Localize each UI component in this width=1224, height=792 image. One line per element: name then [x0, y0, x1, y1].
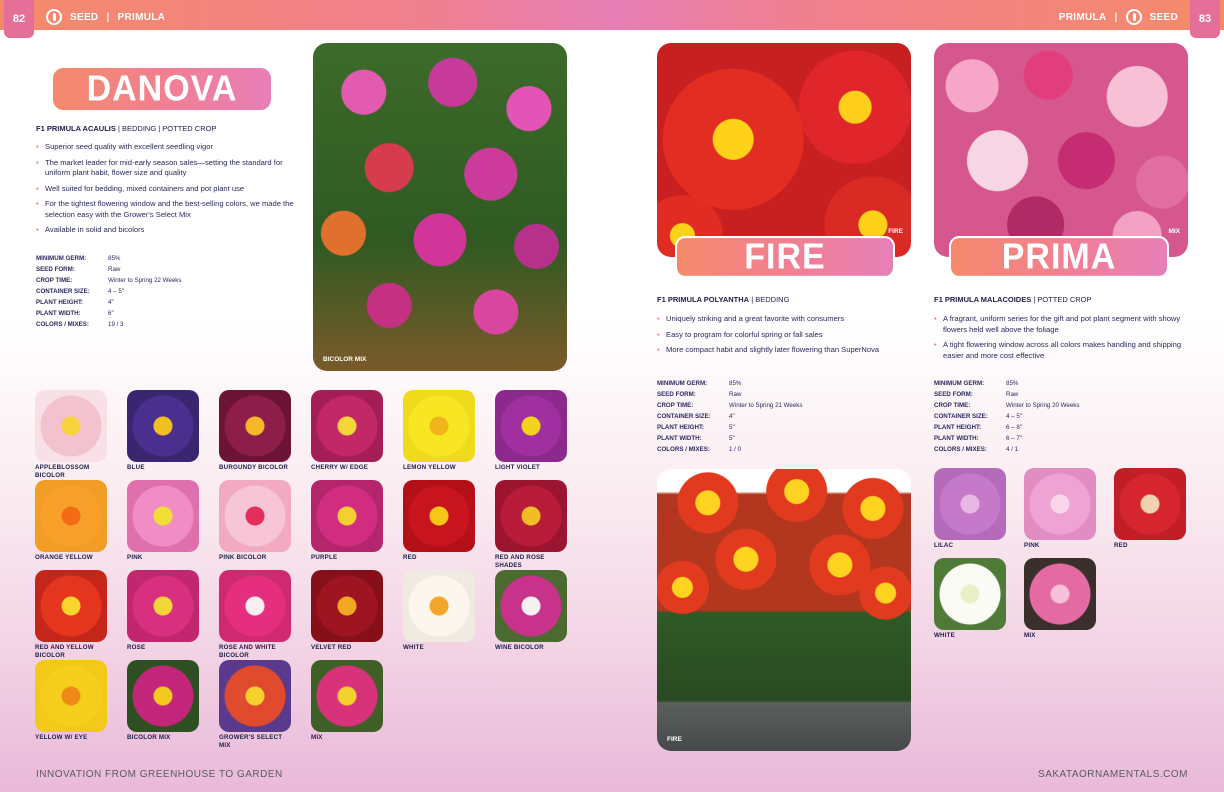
fire-spec-row	[657, 400, 802, 411]
fire-bullet: • Uniquely striking and a great favorite with consumers	[657, 314, 901, 325]
swatch-label: ORANGE YELLOW	[35, 554, 93, 561]
swatch-label: APPLEBLOSSOM BICOLOR	[35, 464, 90, 479]
spec-label: SEED FORM:	[657, 391, 696, 398]
spec-value: 4"	[729, 413, 735, 420]
swatch-flower-image	[1024, 558, 1096, 630]
swatch-flower-image	[219, 570, 291, 642]
spec-value: Winter to Spring 20 Weeks	[1006, 402, 1080, 409]
swatch-flower-image	[403, 570, 475, 642]
prima-subtitle	[934, 295, 1092, 304]
prima-spec-row	[934, 444, 1079, 455]
spec-value: 1 / 0	[729, 446, 742, 453]
color-swatch	[934, 558, 1006, 640]
swatch-label: MIX	[1024, 632, 1036, 639]
swatch-flower-image	[127, 660, 199, 732]
color-swatch	[127, 390, 199, 472]
swatch-flower-image	[219, 390, 291, 462]
spec-label: PLANT HEIGHT:	[657, 424, 705, 431]
danova-bullet: • Superior seed quality with excellent seedling vigor	[36, 142, 298, 153]
swatch-flower-image	[495, 390, 567, 462]
prima-subtitle-bold: F1 PRIMULA MALACOIDES	[934, 295, 1032, 304]
spec-value: 6"	[108, 310, 114, 317]
swatch-label: LIGHT VIOLET	[495, 464, 541, 471]
color-swatch	[127, 570, 199, 652]
color-swatch	[311, 660, 383, 742]
swatch-label: RED AND ROSE SHADES	[495, 554, 545, 569]
swatch-flower-image	[1114, 468, 1186, 540]
danova-bullet: • Well suited for bedding, mixed containers and pot plant use	[36, 184, 298, 195]
spec-label: SEED FORM:	[934, 391, 973, 398]
swatch-label: PURPLE	[311, 554, 338, 561]
spec-value: Raw	[108, 266, 121, 273]
swatch-label: BICOLOR MIX	[127, 734, 171, 741]
danova-title: DANOVA	[53, 68, 271, 110]
swatch-label: WINE BICOLOR	[495, 644, 544, 651]
fire-subtitle-bold: F1 PRIMULA POLYANTHA	[657, 295, 750, 304]
spec-value: 6 – 7"	[1006, 435, 1022, 442]
swatch-label: CHERRY W/ EDGE	[311, 464, 369, 471]
swatch-label: GROWER'S SELECT MIX	[219, 734, 283, 749]
color-swatch	[219, 480, 291, 562]
color-swatch	[127, 660, 199, 742]
color-swatch	[403, 480, 475, 562]
header-left	[46, 9, 165, 25]
spec-value: 4 – 5"	[108, 288, 124, 295]
prima-spec-row	[934, 400, 1079, 411]
color-swatch	[219, 660, 291, 749]
spec-value: 4 – 5"	[1006, 413, 1022, 420]
fire-photo-top	[657, 43, 911, 257]
spec-value: Raw	[729, 391, 742, 398]
color-swatch	[311, 480, 383, 562]
danova-subtitle-rest: | BEDDING | POTTED CROP	[115, 124, 217, 133]
fire-spec-row	[657, 378, 802, 389]
swatch-label: LEMON YELLOW	[403, 464, 456, 471]
spec-label: PLANT WIDTH:	[36, 310, 81, 317]
spec-value: 5"	[729, 424, 735, 431]
swatch-label: PINK	[127, 554, 143, 561]
swatch-label: PINK	[1024, 542, 1040, 549]
header-right	[1059, 9, 1178, 25]
danova-spec-row	[36, 264, 181, 275]
color-swatch	[1114, 468, 1186, 550]
prima-spec-row	[934, 422, 1079, 433]
fire-spec-row	[657, 389, 802, 400]
danova-photo	[313, 43, 567, 371]
color-swatch	[35, 390, 107, 479]
swatch-label: LILAC	[934, 542, 954, 549]
spec-value: 85%	[1006, 380, 1019, 387]
swatch-flower-image	[35, 660, 107, 732]
page-number-left: 82	[4, 0, 34, 38]
color-swatch	[495, 480, 567, 569]
color-swatch	[219, 390, 291, 472]
swatch-flower-image	[219, 660, 291, 732]
color-swatch	[403, 390, 475, 472]
spec-value: 19 / 3	[108, 321, 124, 328]
spec-value: 5"	[729, 435, 735, 442]
spec-label: COLORS / MIXES:	[934, 446, 987, 453]
swatch-flower-image	[127, 390, 199, 462]
swatch-flower-image	[311, 660, 383, 732]
swatch-flower-image	[495, 570, 567, 642]
spec-label: PLANT WIDTH:	[934, 435, 979, 442]
fire-bullets	[657, 314, 901, 361]
fire-bullet: • Easy to program for colorful spring or fall sales	[657, 330, 901, 341]
swatch-flower-image	[934, 558, 1006, 630]
spec-value: 85%	[729, 380, 742, 387]
spec-label: CONTAINER SIZE:	[657, 413, 711, 420]
spec-value: Raw	[1006, 391, 1019, 398]
seed-icon	[1126, 9, 1142, 25]
swatch-label: WHITE	[403, 644, 424, 651]
fire-spec-row	[657, 433, 802, 444]
spec-value: 6 – 8"	[1006, 424, 1022, 431]
swatch-flower-image	[311, 480, 383, 552]
fire-specs	[657, 378, 802, 455]
danova-specs	[36, 253, 181, 330]
prima-bullets	[934, 314, 1196, 366]
header-separator: |	[1114, 11, 1118, 23]
swatch-flower-image	[127, 480, 199, 552]
fire-spec-row	[657, 422, 802, 433]
swatch-label: RED AND YELLOW BICOLOR	[35, 644, 94, 659]
spec-value: Winter to Spring 21 Weeks	[729, 402, 803, 409]
spec-label: PLANT WIDTH:	[657, 435, 702, 442]
header-section: SEED	[1149, 11, 1178, 23]
color-swatch	[495, 390, 567, 472]
prima-bullet: • A fragrant, uniform series for the gift and pot plant segment with showy flowers held well above the foliage	[934, 314, 1196, 335]
swatch-flower-image	[934, 468, 1006, 540]
spec-label: SEED FORM:	[36, 266, 75, 273]
swatch-flower-image	[403, 390, 475, 462]
danova-subtitle-bold: F1 PRIMULA ACAULIS	[36, 124, 116, 133]
fire-photo-large	[657, 469, 911, 751]
spec-label: CROP TIME:	[657, 402, 694, 409]
swatch-label: YELLOW W/ EYE	[35, 734, 88, 741]
danova-bullet: • For the tightest flowering window and the best-selling colors, we made the selection easy with the Grower's Select Mix	[36, 199, 298, 220]
fire-spec-row	[657, 411, 802, 422]
color-swatch	[35, 570, 107, 659]
footer-website[interactable]: SAKATAORNAMENTALS.COM	[1038, 769, 1188, 780]
color-swatch	[35, 660, 107, 742]
swatch-label: BLUE	[127, 464, 145, 471]
swatch-label: WHITE	[934, 632, 955, 639]
fire-title: FIRE	[675, 236, 895, 278]
danova-spec-row	[36, 319, 181, 330]
danova-bullet: • Available in solid and bicolors	[36, 225, 298, 236]
fire-spec-row	[657, 444, 802, 455]
footer-tagline: INNOVATION FROM GREENHOUSE TO GARDEN	[36, 769, 283, 780]
swatch-label: RED	[403, 554, 417, 561]
color-swatch	[219, 570, 291, 659]
spec-label: CROP TIME:	[36, 277, 73, 284]
prima-photo-caption: MIX	[1168, 228, 1180, 235]
prima-photo-top	[934, 43, 1188, 257]
color-swatch	[495, 570, 567, 652]
seed-icon	[46, 9, 62, 25]
swatch-flower-image	[311, 390, 383, 462]
color-swatch	[403, 570, 475, 652]
color-swatch	[311, 390, 383, 472]
header-section: SEED	[70, 11, 99, 23]
swatch-label: ROSE	[127, 644, 146, 651]
swatch-flower-image	[495, 480, 567, 552]
prima-title: PRIMA	[949, 236, 1169, 278]
page-number-right: 83	[1190, 0, 1220, 38]
fire-photo-large-caption: FIRE	[667, 736, 682, 743]
prima-spec-row	[934, 378, 1079, 389]
danova-spec-row	[36, 275, 181, 286]
swatch-flower-image	[35, 570, 107, 642]
danova-subtitle	[36, 124, 216, 133]
swatch-label: RED	[1114, 542, 1128, 549]
prima-subtitle-rest: | POTTED CROP	[1031, 295, 1092, 304]
swatch-flower-image	[1024, 468, 1096, 540]
swatch-label: MIX	[311, 734, 323, 741]
spec-value: Winter to Spring 22 Weeks	[108, 277, 182, 284]
spec-label: MINIMUM GERM:	[657, 380, 708, 387]
spec-value: 4 / 1	[1006, 446, 1019, 453]
swatch-label: PINK BICOLOR	[219, 554, 267, 561]
danova-photo-caption: BICOLOR MIX	[323, 356, 367, 363]
danova-spec-row	[36, 297, 181, 308]
prima-spec-row	[934, 389, 1079, 400]
spec-label: CONTAINER SIZE:	[36, 288, 90, 295]
danova-spec-row	[36, 286, 181, 297]
danova-spec-row	[36, 308, 181, 319]
header-separator: |	[106, 11, 110, 23]
spec-label: PLANT HEIGHT:	[934, 424, 982, 431]
fire-photo-top-caption: FIRE	[888, 228, 903, 235]
spec-label: COLORS / MIXES:	[657, 446, 710, 453]
prima-bullet: • A tight flowering window across all colors makes handling and shipping easier and more cost effective	[934, 340, 1196, 361]
header-category: PRIMULA	[117, 11, 166, 23]
spec-value: 4"	[108, 299, 114, 306]
spec-label: MINIMUM GERM:	[934, 380, 985, 387]
danova-bullet: • The market leader for mid-early season sales—setting the standard for uniform plant habit, flower size and quality	[36, 158, 298, 179]
color-swatch	[311, 570, 383, 652]
fire-subtitle	[657, 295, 789, 304]
color-swatch	[1024, 468, 1096, 550]
color-swatch	[35, 480, 107, 562]
prima-spec-row	[934, 433, 1079, 444]
danova-bullets	[36, 142, 298, 241]
spec-label: COLORS / MIXES:	[36, 321, 89, 328]
spec-label: CONTAINER SIZE:	[934, 413, 988, 420]
swatch-label: VELVET RED	[311, 644, 352, 651]
swatch-flower-image	[35, 390, 107, 462]
spec-label: CROP TIME:	[934, 402, 971, 409]
fire-subtitle-rest: | BEDDING	[749, 295, 790, 304]
spec-label: PLANT HEIGHT:	[36, 299, 84, 306]
swatch-label: BURGUNDY BICOLOR	[219, 464, 289, 471]
color-swatch	[1024, 558, 1096, 640]
color-swatch	[934, 468, 1006, 550]
header-category: PRIMULA	[1058, 11, 1107, 23]
swatch-flower-image	[403, 480, 475, 552]
prima-specs	[934, 378, 1079, 455]
header-band	[0, 0, 1224, 30]
color-swatch	[127, 480, 199, 562]
swatch-flower-image	[35, 480, 107, 552]
prima-spec-row	[934, 411, 1079, 422]
spec-value: 85%	[108, 255, 121, 262]
swatch-flower-image	[311, 570, 383, 642]
fire-bullet: • More compact habit and slightly later flowering than SuperNova	[657, 345, 901, 356]
spec-label: MINIMUM GERM:	[36, 255, 87, 262]
swatch-flower-image	[219, 480, 291, 552]
swatch-label: ROSE AND WHITE BICOLOR	[219, 644, 276, 659]
danova-spec-row	[36, 253, 181, 264]
swatch-flower-image	[127, 570, 199, 642]
